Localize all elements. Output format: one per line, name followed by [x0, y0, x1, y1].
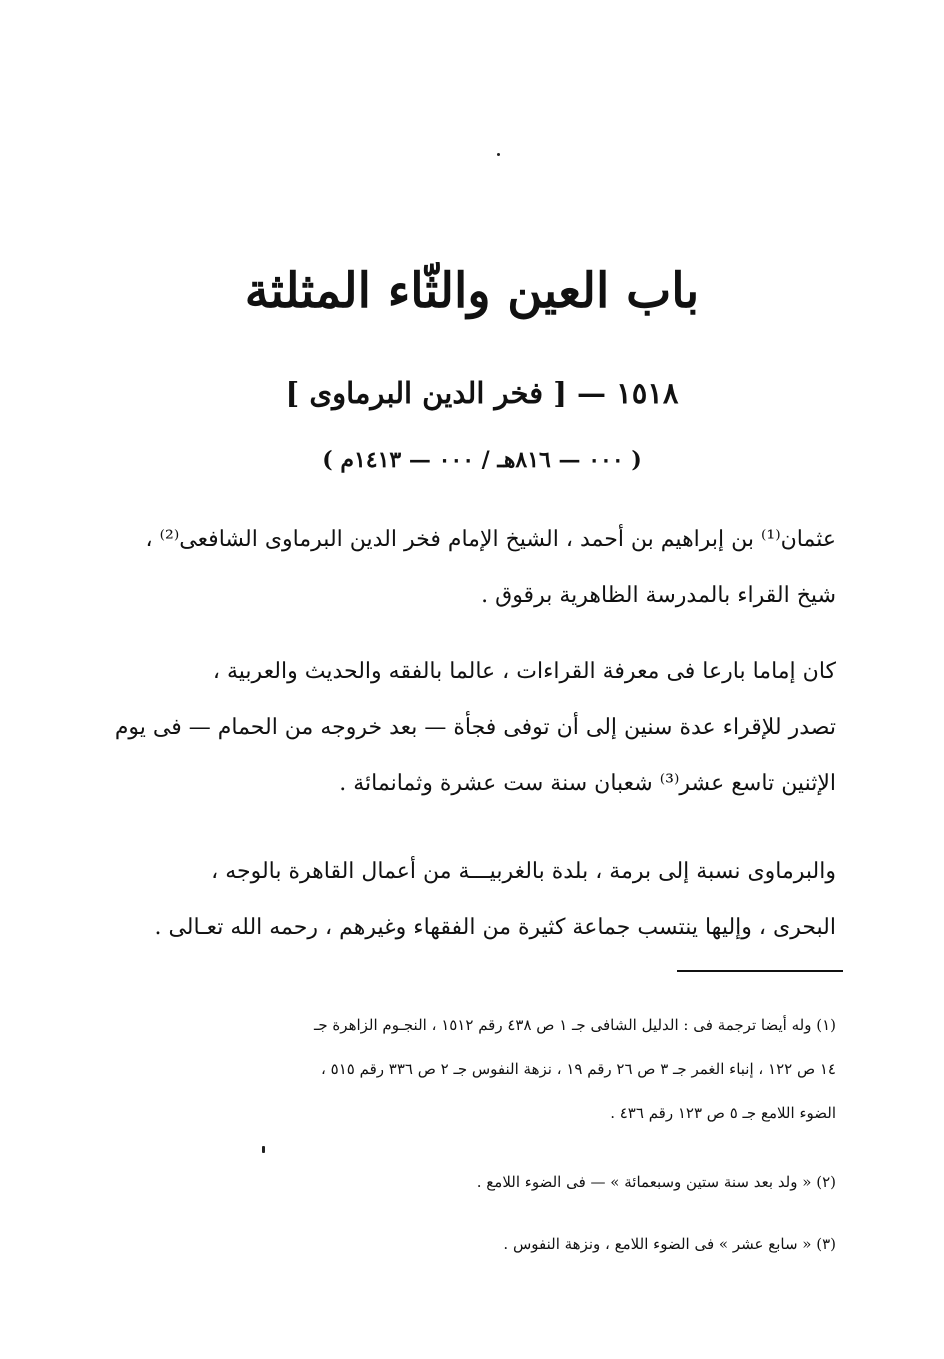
- ink-speck: [497, 153, 500, 156]
- footnote-line: الضوء اللامع جـ ٥ ص ١٢٣ رقم ٤٣٦ .: [610, 1104, 836, 1122]
- text-line: تصدر للإقراء عدة سنين إلى أن توفى فجأة — بعد خروجه من الحمام — فى يوم: [114, 715, 836, 740]
- text-line: والبرماوى نسبة إلى برمة ، بلدة بالغربيـــة من أعمال القاهرة بالوجه ،: [211, 859, 836, 884]
- footnote-line: (١) وله أيضا ترجمة فى : الدليل الشافى جـ ١ ص ٤٣٨ رقم ١٥١٢ ، النجـوم الزاهرة جـ: [314, 1016, 836, 1034]
- paragraph-2: [114, 644, 836, 812]
- footnote-1: [160, 1003, 836, 1135]
- paragraph-1: [145, 512, 836, 624]
- footnote-separator: [677, 970, 843, 972]
- footnote-line: (٢) « ولد بعد سنة ستين وسبعمائة » — فى الضوء اللامع .: [476, 1173, 836, 1191]
- entry-heading: ١٥١٨ — [ فخر الدين البرماوى ]: [285, 376, 679, 410]
- text-line: شيخ القراء بالمدرسة الظاهرية برقوق .: [481, 583, 836, 608]
- footnote-2: [160, 1160, 836, 1204]
- entry-dates: ( ٠٠٠ — ٨١٦هـ / ٠٠٠ — ١٤١٣م ): [322, 447, 642, 473]
- text-line: الإثنين تاسع عشر⁽³⁾ شعبان سنة ست عشرة وثمانمائة .: [339, 771, 836, 796]
- footnote-line: (٣) « سابع عشر » فى الضوء اللامع ، ونزهة النفوس .: [503, 1235, 836, 1253]
- text-line: البحرى ، وإليها ينتسب جماعة كثيرة من الفقهاء وغيرهم ، رحمه الله تعـالى .: [154, 915, 836, 940]
- footnote-line: ١٤ ص ١٢٢ ، إنباء الغمر جـ ٣ ص ٢٦ رقم ١٩ ، نزهة النفوس جـ ٢ ص ٣٣٦ رقم ٥١٥ ،: [321, 1060, 836, 1078]
- paragraph-3: [154, 844, 836, 956]
- text-line: كان إماما بارعا فى معرفة القراءات ، عالما بالفقه والحديث والعربية ،: [212, 659, 836, 684]
- chapter-title: باب العين والثّاء المثلثة: [244, 263, 700, 319]
- text-line: عثمان⁽¹⁾ بن إبراهيم بن أحمد ، الشيخ الإمام فخر الدين البرماوى الشافعى⁽²⁾ ،: [145, 527, 836, 552]
- ink-speck: [262, 1146, 265, 1153]
- footnote-3: [160, 1222, 836, 1266]
